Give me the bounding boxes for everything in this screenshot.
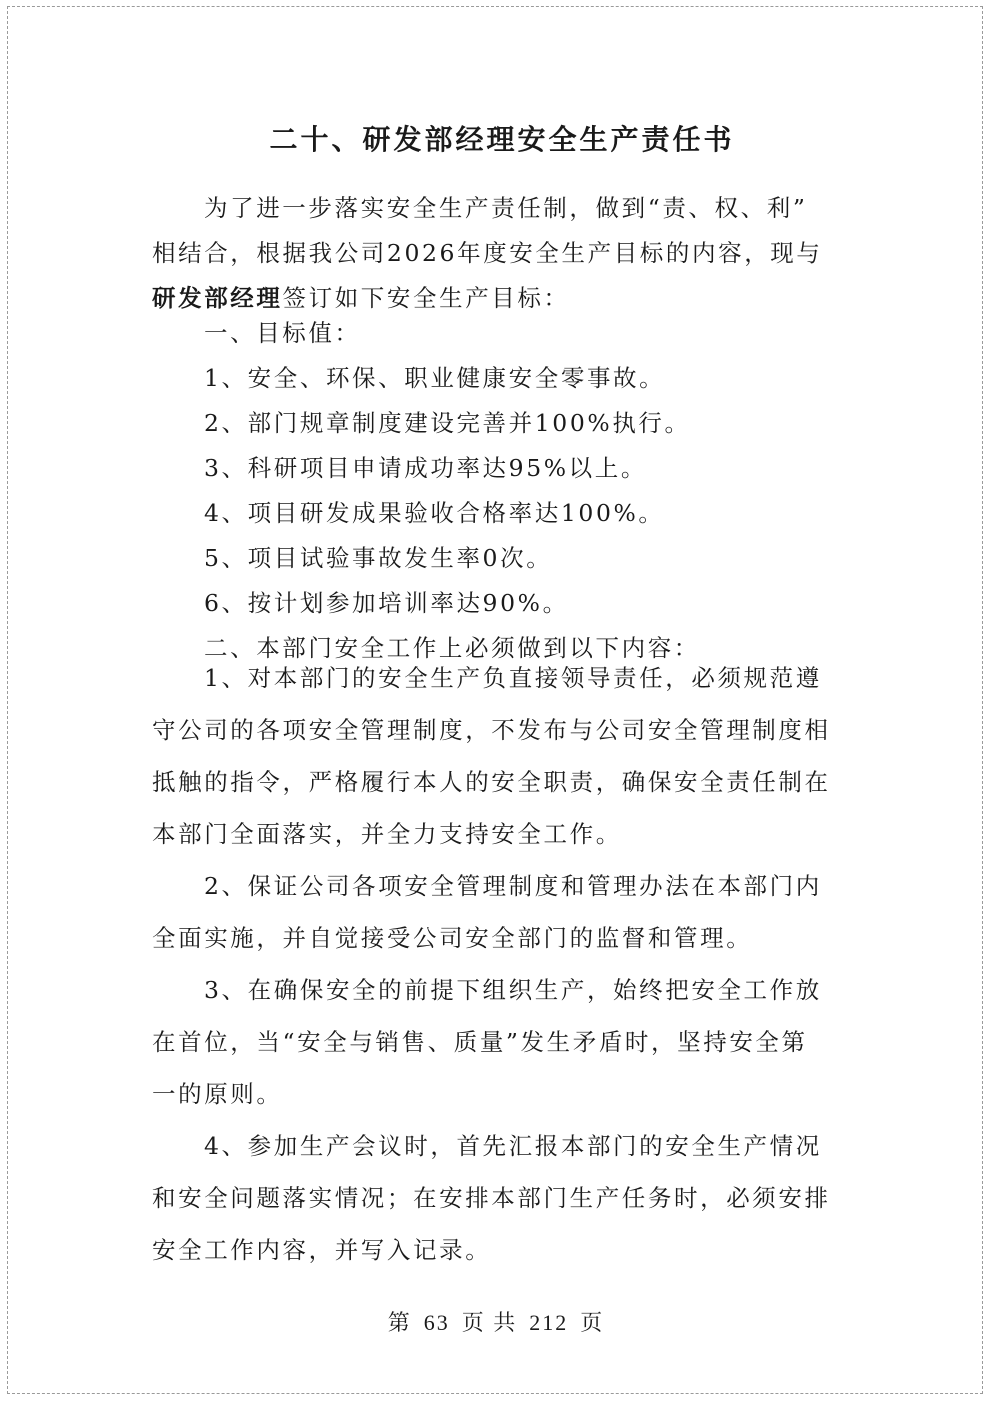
footer-prefix: 第 — [387, 1310, 412, 1335]
target-item: 4、项目研发成果验收合格率达100%。 — [204, 499, 665, 527]
intro-line: 相结合，根据我公司2026年度安全生产目标的内容，现与 — [152, 239, 823, 267]
target-item: 2、部门规章制度建设完善并100%执行。 — [204, 409, 691, 437]
duty-line: 本部门全面落实，并全力支持安全工作。 — [152, 820, 622, 848]
duty-line: 4、参加生产会议时，首先汇报本部门的安全生产情况 — [204, 1132, 822, 1160]
duty-paragraph-1 — [152, 652, 852, 860]
duty-paragraph-2 — [152, 860, 852, 964]
footer-suffix: 页 — [580, 1310, 605, 1335]
intro-line-rest: 签订如下安全生产目标： — [282, 284, 570, 312]
department-name: 研发部经理 — [152, 284, 283, 312]
target-item: 5、项目试验事故发生率0次。 — [204, 544, 553, 572]
duty-line: 安全工作内容，并写入记录。 — [152, 1236, 492, 1264]
current-page-number: 63 — [423, 1310, 450, 1335]
duty-line: 抵触的指令，严格履行本人的安全职责，确保安全责任制在 — [152, 768, 831, 796]
duty-paragraph-3 — [152, 964, 852, 1120]
document-title: 二十、研发部经理安全生产责任书 — [269, 123, 735, 156]
duty-line: 和安全问题落实情况；在安排本部门生产任务时，必须安排 — [152, 1184, 831, 1212]
duty-line: 一的原则。 — [152, 1080, 283, 1108]
target-item: 3、科研项目申请成功率达95%以上。 — [204, 454, 647, 482]
duty-line: 2、保证公司各项安全管理制度和管理办法在本部门内 — [204, 872, 822, 900]
duty-line: 在首位，当“安全与销售、质量”发生矛盾时，坚持安全第 — [152, 1028, 808, 1056]
intro-line: 为了进一步落实安全生产责任制，做到“责、权、利” — [204, 194, 808, 222]
target-item: 6、按计划参加培训率达90%。 — [204, 589, 569, 617]
total-page-count: 212 — [529, 1310, 569, 1335]
targets-section — [152, 311, 852, 671]
duty-line: 守公司的各项安全管理制度，不发布与公司安全管理制度相 — [152, 716, 831, 744]
target-item: 1、安全、环保、职业健康安全零事故。 — [204, 364, 666, 392]
page-footer — [0, 1306, 992, 1337]
footer-middle: 页 共 — [461, 1310, 518, 1335]
section-heading: 一、目标值： — [204, 319, 361, 347]
section-heading: 二、本部门安全工作上必须做到以下内容： — [204, 634, 700, 662]
duty-paragraph-4 — [152, 1120, 852, 1276]
intro-paragraph — [152, 186, 852, 321]
duty-line: 1、对本部门的安全生产负直接领导责任，必须规范遵 — [204, 664, 822, 692]
duty-line: 3、在确保安全的前提下组织生产，始终把安全工作放 — [204, 976, 822, 1004]
duty-line: 全面实施，并自觉接受公司安全部门的监督和管理。 — [152, 924, 753, 952]
